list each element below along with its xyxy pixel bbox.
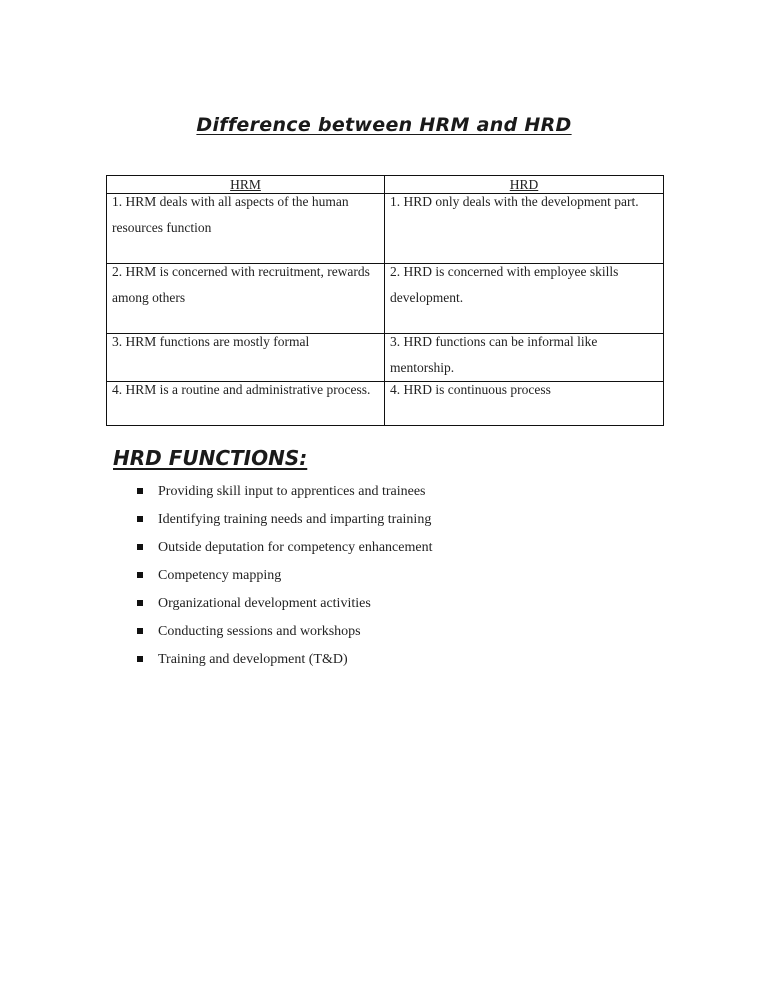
list-item-text: Conducting sessions and workshops bbox=[158, 624, 361, 639]
list-item bbox=[136, 506, 432, 534]
table-cell-hrd bbox=[385, 264, 664, 334]
list-item bbox=[136, 534, 432, 562]
list-item bbox=[136, 618, 432, 646]
cell-text: 4. HRD is continuous process bbox=[390, 382, 551, 397]
list-item-text: Identifying training needs and imparting training bbox=[158, 512, 432, 527]
list-item bbox=[136, 646, 432, 674]
square-bullet-icon bbox=[137, 600, 143, 606]
list-item-text: Training and development (T&D) bbox=[158, 652, 348, 667]
functions-list bbox=[136, 478, 432, 674]
table-cell-hrd bbox=[385, 382, 664, 426]
table-row bbox=[107, 334, 664, 382]
column-header-hrd: HRD bbox=[385, 176, 664, 194]
cell-text: 1. HRM deals with all aspects of the human resources function bbox=[112, 194, 349, 235]
cell-text: 1. HRD only deals with the development part. bbox=[390, 194, 639, 209]
page-title: Difference between HRM and HRD bbox=[196, 114, 572, 136]
square-bullet-icon bbox=[137, 656, 143, 662]
square-bullet-icon bbox=[137, 516, 143, 522]
square-bullet-icon bbox=[137, 628, 143, 634]
list-item bbox=[136, 590, 432, 618]
table-cell-hrm bbox=[107, 264, 385, 334]
cell-text: 3. HRD functions can be informal like mentorship. bbox=[390, 334, 598, 375]
table-header-row bbox=[107, 176, 664, 194]
table-cell-hrm bbox=[107, 382, 385, 426]
list-item-text: Providing skill input to apprentices and trainees bbox=[158, 484, 426, 499]
table-row bbox=[107, 264, 664, 334]
list-item bbox=[136, 562, 432, 590]
list-item-text: Competency mapping bbox=[158, 568, 282, 583]
list-item-text: Organizational development activities bbox=[158, 596, 371, 611]
comparison-table bbox=[106, 175, 664, 426]
column-header-hrm: HRM bbox=[107, 176, 385, 194]
table-cell-hrd bbox=[385, 194, 664, 264]
section-heading: HRD FUNCTIONS: bbox=[113, 446, 308, 470]
cell-text: 2. HRM is concerned with recruitment, rewards among others bbox=[112, 264, 370, 305]
table-row bbox=[107, 382, 664, 426]
cell-text: 3. HRM functions are mostly formal bbox=[112, 334, 310, 349]
table-cell-hrd bbox=[385, 334, 664, 382]
list-item bbox=[136, 478, 432, 506]
square-bullet-icon bbox=[137, 488, 143, 494]
square-bullet-icon bbox=[137, 572, 143, 578]
table-row bbox=[107, 194, 664, 264]
list-item-text: Outside deputation for competency enhancement bbox=[158, 540, 433, 555]
cell-text: 2. HRD is concerned with employee skills development. bbox=[390, 264, 619, 305]
table-cell-hrm bbox=[107, 334, 385, 382]
cell-text: 4. HRM is a routine and administrative process. bbox=[112, 382, 371, 397]
table-cell-hrm bbox=[107, 194, 385, 264]
square-bullet-icon bbox=[137, 544, 143, 550]
